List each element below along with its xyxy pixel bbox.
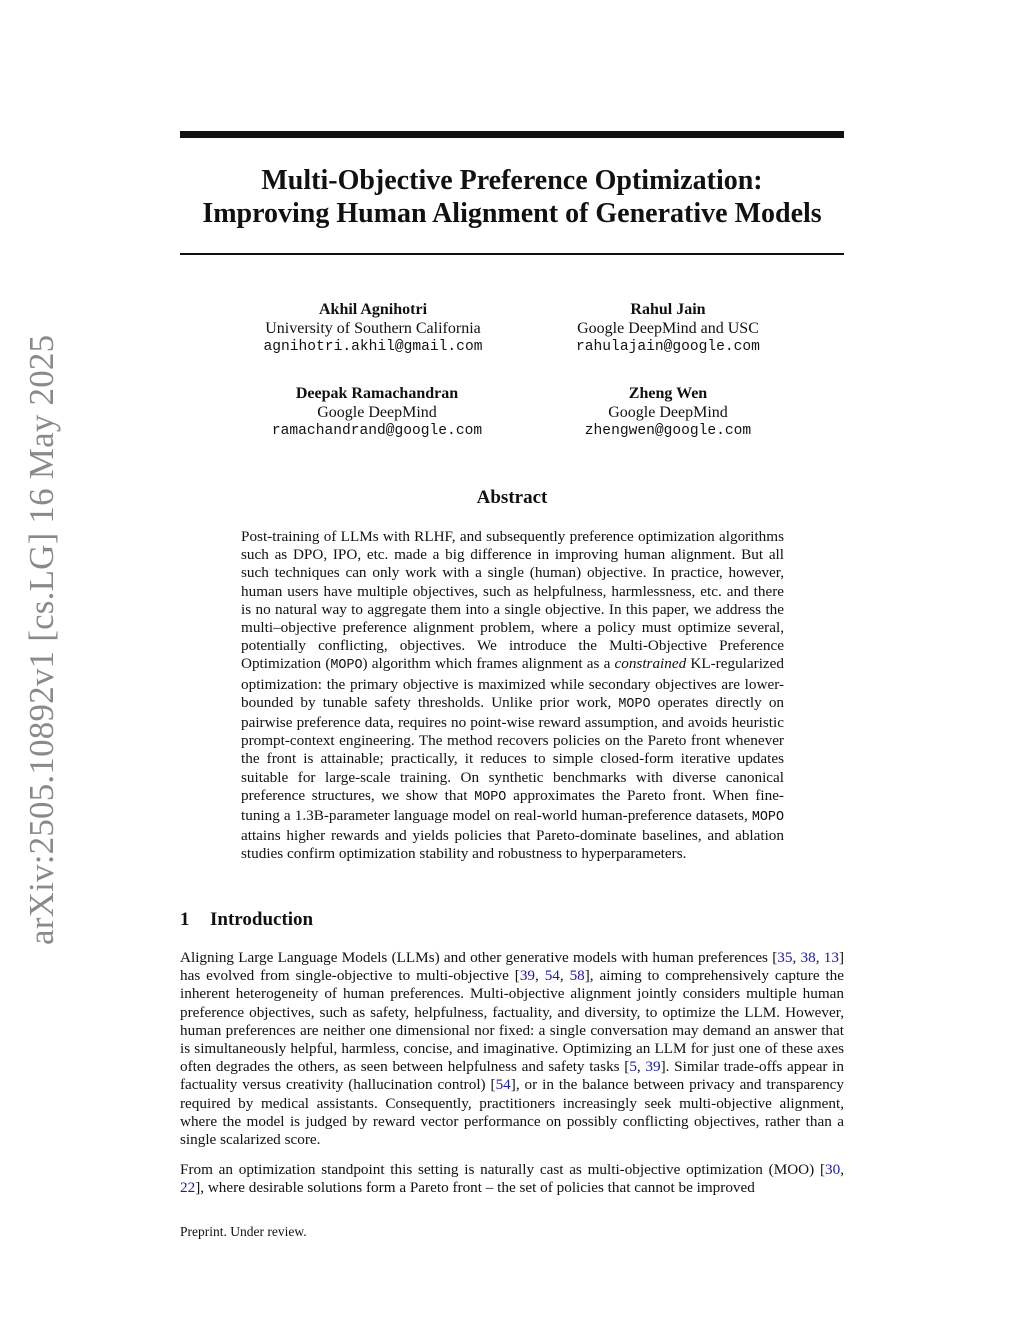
arxiv-watermark: arXiv:2505.10892v1 [cs.LG] 16 May 2025 [22,334,61,945]
citation-link[interactable]: 38 [800,949,816,966]
author-email[interactable]: zhengwen@google.com [584,423,752,439]
mopo-term: MOPO [330,658,363,674]
author-name: Rahul Jain [630,301,706,318]
citation-link[interactable]: 13 [823,949,839,966]
mopo-term: MOPO [751,810,784,826]
author-block [498,384,838,441]
body-text: From an optimization standpoint this setting is naturally cast as multi-objective optimization (MOO) [ [180,1161,826,1178]
title-rule-bottom [180,253,844,255]
mopo-term: MOPO [618,696,651,712]
footer-note: Preprint. Under review. [180,1224,307,1239]
section-number: 1 [180,909,190,930]
author-affiliation: Google DeepMind and USC [577,320,759,337]
citation-link[interactable]: 22 [180,1179,196,1197]
paper-title-line-1: Multi-Objective Preference Optimization: [261,165,763,196]
citation-link[interactable]: 35 [777,949,793,966]
author-name: Akhil Agnihotri [318,301,428,318]
author-name: Deepak Ramachandran [295,385,459,402]
author-email[interactable]: rahulajain@google.com [576,339,760,355]
author-name: Zheng Wen [628,385,708,402]
abstract-heading: Abstract [476,487,548,508]
abstract-text: Post-training of LLMs with RLHF, and subsequently preference optimization algorithms such as DPO, IPO, etc. made a big difference in improving human alignment. But all such techniques can only work with a single (human) objective. In practice, however, human users have multiple objectives, such as helpfulness, harmlessness, etc. and there is no natural way to aggregate them into a single objective. In this paper, we address the multi–objective preference alignment problem, where a policy must optimize several, potentially conflicting, objectives. We introduce the Multi-Objective Preference Optimization ( [241,528,784,673]
abstract-text: approximates the Pareto front. When fine-tuning a 1.3B-parameter language model on real-world human-preference datasets, [241,786,784,825]
citation-link[interactable]: 5 [629,1058,637,1076]
abstract-text: operates directly on pairwise preference data, requires no point-wise reward assumption, and avoids heuristic prompt-context engineering. The method recovers policies on the Pareto front whenever the front is attainable; practically, it reduces to simple closed-form iterative updates suitable for large-scale training. On synthetic benchmarks with diverse canonical preference structures, we show that [241,693,785,804]
body-text: ]. Similar trade-offs appear in factuality versus creativity (hallucination control) [ [180,1058,844,1094]
body-text: , [792,949,801,966]
body-text: ], where desirable solutions form a Pareto front – the set of policies that cannot be improved [195,1179,755,1197]
citation-link[interactable]: 54 [544,967,560,985]
citation-link[interactable]: 39 [519,967,535,985]
intro-paragraph-2 [180,1161,844,1197]
citation-link[interactable]: 30 [825,1161,841,1178]
body-text: , [636,1058,646,1076]
citation-link[interactable]: 58 [569,967,585,985]
section-title: Introduction [210,909,314,930]
citation-link[interactable]: 54 [495,1076,511,1094]
abstract-text: attains higher rewards and yields policies that Pareto-dominate baselines, and ablation studies confirm optimization stability and robustness to hyperparameters. [241,827,784,863]
author-email[interactable]: ramachandrand@google.com [271,423,483,439]
citation-link[interactable]: 39 [645,1058,661,1076]
author-affiliation: Google DeepMind [608,404,728,421]
body-text: ], aiming to comprehensively capture the inherent heterogeneity of human preferences. Multi-objective alignment jointly considers multiple human preference objectives, such as safety, helpfulness, factuality, and diversity, to optimize the LLM. However, human preferences are neither one dimensional nor fixed: a single conversation may demand an answer that is simultaneously helpful, harmless, concise, and imaginative. Optimizing an LLM for just one of these axes often degrades the others, as seen between helpfulness and safety tasks [ [180,967,845,1076]
paper-title-line-2: Improving Human Alignment of Generative Models [202,198,822,229]
abstract-body [241,528,784,864]
body-text: , [535,967,545,985]
body-text: ] has evolved from single-objective to multi-objective [ [180,949,844,985]
section-heading-introduction [180,908,313,932]
title-rule-top [180,131,844,138]
author-block [207,384,547,441]
intro-paragraph-1 [180,949,844,1149]
body-text: Aligning Large Language Models (LLMs) and other generative models with human preferences [ [180,949,778,966]
abstract-emphasis: constrained [614,655,687,673]
mopo-term: MOPO [474,789,507,805]
author-email[interactable]: agnihotri.akhil@gmail.com [263,339,483,355]
author-block [498,300,838,357]
author-affiliation: Google DeepMind [317,404,437,421]
body-text: , [840,1161,844,1178]
author-affiliation: University of Southern California [265,320,481,337]
body-text: , [815,949,824,966]
body-text: , [559,967,570,985]
abstract-text: KL-regularized optimization: the primary objective is maximized while secondary objectives are lower-bounded by tunable safety thresholds. Unlike prior work, [241,655,784,711]
author-block [203,300,543,357]
abstract-text: ) algorithm which frames alignment as a [362,655,615,673]
body-text: ], or in the balance between privacy and transparency required by medical assistants. Consequently, practitioners increasingly seek multi-objective alignment, where the model is judged by reward vector performance on possibly conflicting objectives, rather than a single scalarized score. [180,1076,844,1149]
